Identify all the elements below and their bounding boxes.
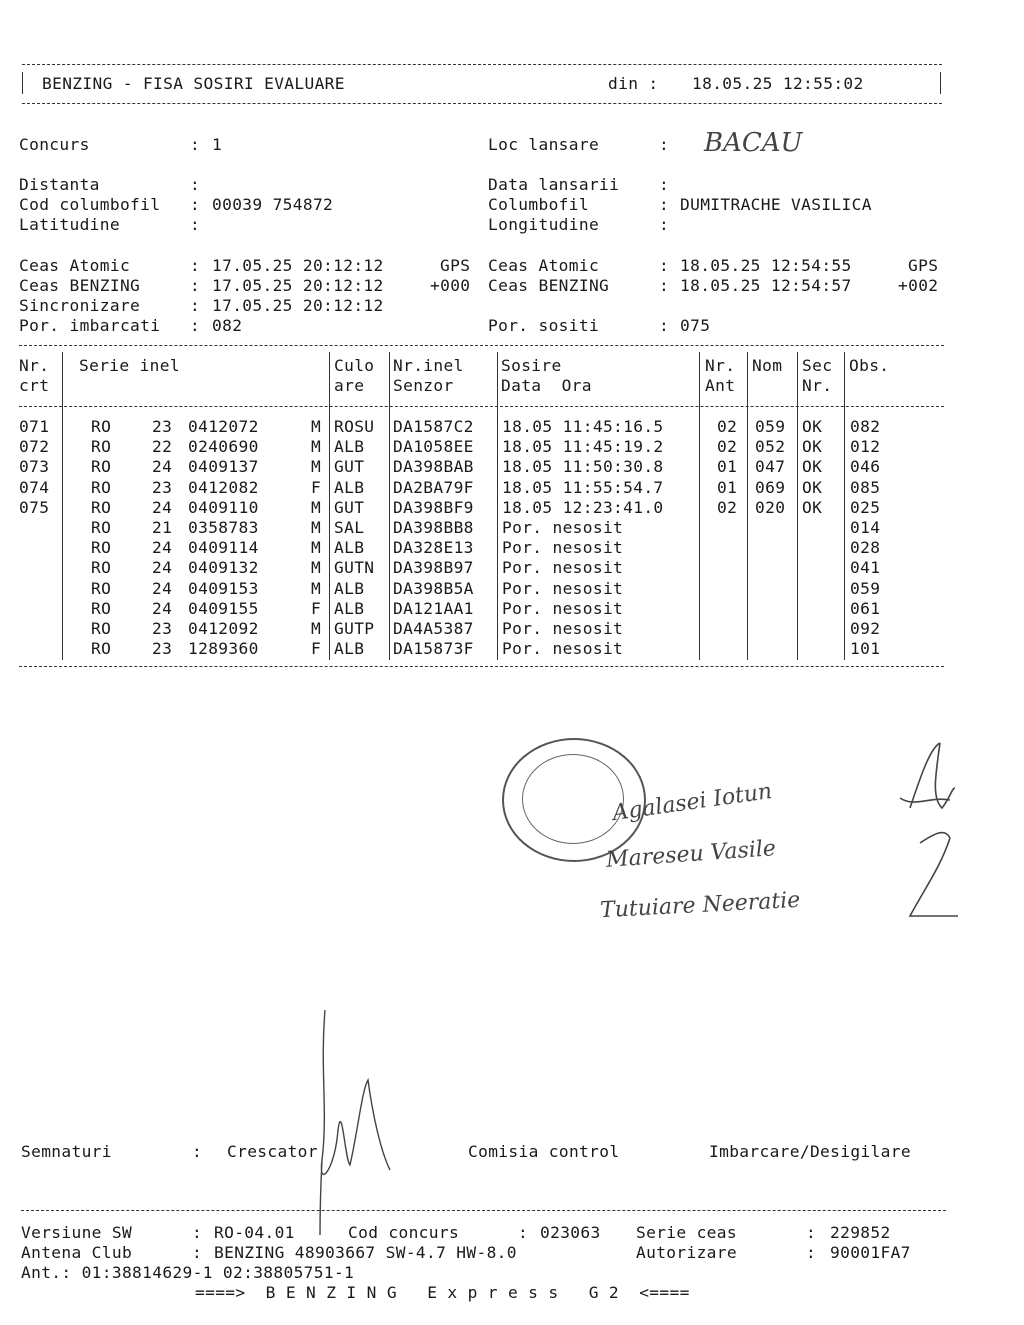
- clock-left-value: 17.05.25 20:12:12: [212, 296, 384, 315]
- clock-left-label: Por. imbarcati: [19, 316, 161, 335]
- cell-sex: M: [311, 497, 322, 517]
- cell-ant: 02: [717, 437, 738, 457]
- cell-color: ALB: [334, 437, 365, 457]
- cell-arrival: 18.05 11:50:30.8: [502, 457, 664, 477]
- loc-colon: :: [659, 135, 670, 154]
- th-culoare: are: [334, 376, 365, 395]
- cell-sensor: DA15873F: [393, 639, 474, 659]
- cell-nr: 074: [19, 477, 50, 497]
- cell-sex: M: [311, 457, 322, 477]
- data-lansarii-colon: :: [659, 175, 670, 194]
- th-sosire: Data Ora: [501, 376, 592, 395]
- serie-ceas-label: Serie ceas: [636, 1223, 737, 1242]
- clock-right-value: 18.05.25 12:54:55: [680, 256, 852, 275]
- cell-arrival: Por. nesosit: [502, 639, 624, 659]
- cell-color: ALB: [334, 538, 365, 558]
- cell-sensor: DA2BA79F: [393, 477, 474, 497]
- columbofil-value: DUMITRACHE VASILICA: [680, 195, 872, 214]
- imbarcare-label: Imbarcare/Desigilare: [709, 1142, 911, 1161]
- cod-concurs-value: 023063: [540, 1223, 601, 1242]
- autorizare-label: Autorizare: [636, 1243, 737, 1262]
- cell-obs: 028: [850, 538, 881, 558]
- long-label: Longitudine: [488, 215, 600, 234]
- clock-right-colon: :: [659, 256, 670, 275]
- cell-sex: M: [311, 538, 322, 558]
- table-column-separator: [389, 352, 390, 660]
- table-bottom-border: [19, 666, 944, 667]
- cell-country: RO: [91, 417, 112, 436]
- cell-nr: 072: [19, 437, 50, 457]
- autorizare-colon: :: [806, 1243, 817, 1262]
- antena-label: Antena Club: [21, 1243, 133, 1262]
- cell-obs: 025: [850, 497, 881, 517]
- cell-sensor: DA398BF9: [393, 497, 474, 517]
- serie-ceas-colon: :: [806, 1223, 817, 1242]
- cell-arrival: 18.05 11:55:54.7: [502, 477, 664, 497]
- clock-left-value: 17.05.25 20:12:12: [212, 256, 384, 275]
- th-nr: crt: [19, 376, 50, 395]
- semnaturi-label: Semnaturi: [21, 1142, 112, 1161]
- clock-left-label: Ceas Atomic: [19, 256, 131, 275]
- clock-right-colon: :: [659, 316, 670, 335]
- cell-ring: 0240690: [188, 437, 259, 457]
- clock-left-colon: :: [190, 256, 201, 275]
- concurs-label: Concurs: [19, 135, 90, 154]
- cell-year: 24: [152, 497, 173, 517]
- table-column-separator: [62, 352, 63, 660]
- cod-colon: :: [190, 195, 201, 214]
- cell-year: 24: [152, 578, 173, 598]
- cell-obs: 041: [850, 558, 881, 578]
- handwritten-name: Tutuiare Neeratie: [599, 887, 801, 924]
- cell-ant: 01: [717, 457, 738, 477]
- clock-left-colon: :: [190, 276, 201, 295]
- cell-obs: 061: [850, 598, 881, 618]
- cell-year: 24: [152, 538, 173, 558]
- columbofil-label: Columbofil: [488, 195, 589, 214]
- clock-right-suffix: GPS: [908, 256, 939, 275]
- cell-ant: 02: [717, 497, 738, 517]
- cell-sex: F: [311, 639, 322, 659]
- th-ant: Nr.: [705, 356, 736, 375]
- lat-colon: :: [190, 215, 201, 234]
- clock-left-colon: :: [190, 316, 201, 335]
- cell-sex: M: [311, 417, 322, 436]
- cell-country: RO: [91, 497, 112, 517]
- cell-arrival: 18.05 11:45:16.5: [502, 417, 664, 436]
- clock-right-label: Por. sositi: [488, 316, 600, 335]
- th-serie: Serie inel: [79, 356, 180, 375]
- loc-value-handwritten: BACAU: [704, 128, 803, 158]
- handwritten-name: Agalasei Iotun: [611, 778, 774, 827]
- clock-left-value: 17.05.25 20:12:12: [212, 276, 384, 295]
- cell-sex: M: [311, 558, 322, 578]
- th-obs: Obs.: [849, 356, 890, 375]
- cod-label: Cod columbofil: [19, 195, 161, 214]
- cell-obs: 059: [850, 578, 881, 598]
- cell-ring: 0409155: [188, 598, 259, 618]
- th-senzor: Senzor: [393, 376, 454, 395]
- cell-ring: 1289360: [188, 639, 259, 659]
- clock-right-value: 075: [680, 316, 711, 335]
- cell-color: ROSU: [334, 417, 375, 436]
- cell-arrival: 18.05 12:23:41.0: [502, 497, 664, 517]
- table-top-border: [19, 345, 944, 346]
- distanta-colon: :: [190, 175, 201, 194]
- lat-label: Latitudine: [19, 215, 120, 234]
- table-column-separator: [844, 352, 845, 660]
- table-column-separator: [797, 352, 798, 660]
- cell-ring: 0409110: [188, 497, 259, 517]
- cell-arrival: Por. nesosit: [502, 619, 624, 638]
- distanta-label: Distanta: [19, 175, 100, 194]
- cell-arrival: Por. nesosit: [502, 518, 624, 537]
- cell-country: RO: [91, 437, 112, 457]
- cell-year: 24: [152, 457, 173, 477]
- cell-obs: 085: [850, 477, 881, 497]
- th-sec: Nr.: [802, 376, 833, 395]
- cell-arrival: Por. nesosit: [502, 538, 624, 558]
- cell-nom: 069: [755, 477, 786, 497]
- cell-arrival: Por. nesosit: [502, 558, 624, 578]
- long-colon: :: [659, 215, 670, 234]
- header-left-border: [22, 72, 23, 94]
- crescator-label: Crescator: [227, 1142, 318, 1161]
- cell-country: RO: [91, 558, 112, 578]
- cell-sensor: DA1587C2: [393, 417, 474, 436]
- cell-ring: 0412092: [188, 619, 259, 638]
- cell-country: RO: [91, 457, 112, 477]
- cell-sec: OK: [802, 417, 823, 436]
- cell-nr: 075: [19, 497, 50, 517]
- serie-ceas-value: 229852: [830, 1223, 891, 1242]
- clock-right-suffix: +002: [898, 276, 939, 295]
- cell-color: GUTN: [334, 558, 375, 578]
- clock-left-label: Sincronizare: [19, 296, 141, 315]
- cell-obs: 101: [850, 639, 881, 659]
- antenna-serials: Ant.: 01:38814629-1 02:38805751-1: [21, 1263, 355, 1282]
- cell-year: 24: [152, 558, 173, 578]
- cell-country: RO: [91, 598, 112, 618]
- concurs-colon: :: [190, 135, 201, 154]
- cell-year: 23: [152, 639, 173, 659]
- table-column-separator: [329, 352, 330, 660]
- cod-value: 00039 754872: [212, 195, 334, 214]
- cell-ring: 0412072: [188, 417, 259, 436]
- cell-obs: 014: [850, 518, 881, 537]
- cell-color: ALB: [334, 578, 365, 598]
- cell-year: 24: [152, 598, 173, 618]
- header-date-value: 18.05.25 12:55:02: [692, 74, 864, 93]
- clock-left-suffix: +000: [430, 276, 471, 295]
- cell-color: GUT: [334, 457, 365, 477]
- cell-color: GUTP: [334, 619, 375, 638]
- clock-left-value: 082: [212, 316, 243, 335]
- cell-year: 21: [152, 518, 173, 537]
- antena-value: BENZING 48903667 SW-4.7 HW-8.0: [214, 1243, 517, 1262]
- clock-right-value: 18.05.25 12:54:57: [680, 276, 852, 295]
- cell-sensor: DA4A5387: [393, 619, 474, 638]
- cell-year: 23: [152, 619, 173, 638]
- cell-arrival: Por. nesosit: [502, 598, 624, 618]
- versiune-value: RO-04.01: [214, 1223, 295, 1242]
- cell-country: RO: [91, 518, 112, 537]
- benzing-banner: ====> B E N Z I N G E x p r e s s G 2 <====: [195, 1283, 690, 1302]
- th-sec: Sec: [802, 356, 833, 375]
- header-date-label: din :: [608, 74, 659, 93]
- cell-arrival: 18.05 11:45:19.2: [502, 437, 664, 457]
- concurs-value: 1: [212, 135, 223, 154]
- cell-obs: 012: [850, 437, 881, 457]
- loc-label: Loc lansare: [488, 135, 600, 154]
- cell-year: 23: [152, 417, 173, 436]
- cell-sex: M: [311, 437, 322, 457]
- cell-sensor: DA398BB8: [393, 518, 474, 537]
- cell-country: RO: [91, 538, 112, 558]
- clock-right-label: Ceas Atomic: [488, 256, 600, 275]
- data-lansarii-label: Data lansarii: [488, 175, 620, 194]
- cell-sex: M: [311, 619, 322, 638]
- cell-nom: 047: [755, 457, 786, 477]
- cell-obs: 092: [850, 619, 881, 638]
- cell-ring: 0409132: [188, 558, 259, 578]
- columbofil-colon: :: [659, 195, 670, 214]
- clock-left-colon: :: [190, 296, 201, 315]
- cell-nom: 052: [755, 437, 786, 457]
- cell-color: ALB: [334, 477, 365, 497]
- cell-ant: 01: [717, 477, 738, 497]
- cell-sex: M: [311, 518, 322, 537]
- cell-nr: 073: [19, 457, 50, 477]
- footer-separator: [21, 1210, 946, 1211]
- th-culoare: Culo: [334, 356, 375, 375]
- clock-left-label: Ceas BENZING: [19, 276, 141, 295]
- header-bottom-border: [22, 103, 942, 104]
- table-column-separator: [497, 352, 498, 660]
- versiune-label: Versiune SW: [21, 1223, 133, 1242]
- cod-concurs-colon: :: [518, 1223, 529, 1242]
- table-column-separator: [699, 352, 700, 660]
- versiune-colon: :: [192, 1223, 203, 1242]
- cell-sec: OK: [802, 497, 823, 517]
- cell-ring: 0358783: [188, 518, 259, 537]
- cell-color: SAL: [334, 518, 365, 537]
- cell-ring: 0409137: [188, 457, 259, 477]
- cell-obs: 046: [850, 457, 881, 477]
- clock-right-colon: :: [659, 276, 670, 295]
- comisia-label: Comisia control: [468, 1142, 620, 1161]
- cell-year: 22: [152, 437, 173, 457]
- cell-country: RO: [91, 639, 112, 659]
- th-sosire: Sosire: [501, 356, 562, 375]
- cell-ring: 0412082: [188, 477, 259, 497]
- cell-ant: 02: [717, 417, 738, 436]
- cell-sensor: DA398B5A: [393, 578, 474, 598]
- cell-arrival: Por. nesosit: [502, 578, 624, 598]
- cell-nom: 020: [755, 497, 786, 517]
- cell-ring: 0409114: [188, 538, 259, 558]
- signature-scribble: [880, 738, 970, 928]
- table-column-separator: [747, 352, 748, 660]
- crescator-signature: [300, 1010, 400, 1240]
- clock-right-label: Ceas BENZING: [488, 276, 610, 295]
- table-header-separator: [19, 406, 944, 407]
- cell-sensor: DA328E13: [393, 538, 474, 558]
- semnaturi-colon: :: [192, 1142, 203, 1161]
- cell-sec: OK: [802, 457, 823, 477]
- cell-year: 23: [152, 477, 173, 497]
- cell-obs: 082: [850, 417, 881, 436]
- th-nr: Nr.: [19, 356, 50, 375]
- cell-sex: M: [311, 578, 322, 598]
- cell-color: ALB: [334, 639, 365, 659]
- cell-country: RO: [91, 477, 112, 497]
- handwritten-name: Mareseu Vasile: [605, 836, 777, 873]
- cell-sensor: DA121AA1: [393, 598, 474, 618]
- th-nom: Nom: [752, 356, 783, 375]
- cell-sensor: DA398B97: [393, 558, 474, 578]
- cell-color: GUT: [334, 497, 365, 517]
- cod-concurs-label: Cod concurs: [348, 1223, 460, 1242]
- th-senzor: Nr.inel: [393, 356, 464, 375]
- cell-country: RO: [91, 578, 112, 598]
- cell-country: RO: [91, 619, 112, 638]
- clock-left-suffix: GPS: [440, 256, 471, 275]
- autorizare-value: 90001FA7: [830, 1243, 911, 1262]
- cell-nr: 071: [19, 417, 50, 436]
- header-top-border: [22, 64, 942, 65]
- cell-ring: 0409153: [188, 578, 259, 598]
- cell-sex: F: [311, 477, 322, 497]
- cell-sex: F: [311, 598, 322, 618]
- antena-colon: :: [192, 1243, 203, 1262]
- cell-color: ALB: [334, 598, 365, 618]
- header-title: BENZING - FISA SOSIRI EVALUARE: [42, 74, 345, 93]
- th-ant: Ant: [705, 376, 736, 395]
- cell-sec: OK: [802, 477, 823, 497]
- cell-sec: OK: [802, 437, 823, 457]
- cell-sensor: DA1058EE: [393, 437, 474, 457]
- cell-nom: 059: [755, 417, 786, 436]
- cell-sensor: DA398BAB: [393, 457, 474, 477]
- header-right-border: [940, 72, 941, 94]
